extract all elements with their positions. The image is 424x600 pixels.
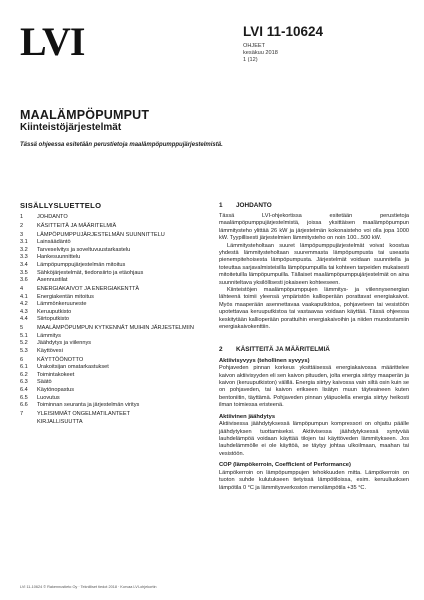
- toc-item-number: 6: [20, 356, 24, 363]
- toc-item-label: Toimintakokeet: [37, 371, 75, 378]
- toc-item-label: ENERGIAKAIVOT JA ENERGIAKENTTÄ: [37, 285, 140, 292]
- document-title: MAALÄMPÖPUMPUT: [20, 108, 150, 122]
- section-title: JOHDANTO: [236, 202, 272, 209]
- toc-item: [20, 316, 200, 324]
- term-heading: COP (lämpökerroin, Coefficient of Performance): [219, 462, 351, 469]
- toc-item: [20, 379, 200, 387]
- toc-item-label: JOHDANTO: [37, 214, 68, 220]
- toc-item-number: 3.1: [20, 239, 28, 246]
- term-definition: Pohjaveden pinnan korkeus yksittäisessä energiakaivossa määrittelee kaivon aktiivisyyden eli sen kaivon pituuden, jolta energia siirtyy maaperän ja kaivon (keruuputkiston) välillä. Energia siirtyy kaivossa vain siltä osin kuin se on pohjaveden, tai kaivon erikseen lisätyn muun täyteaineen kuten bentoniitin, täyttämä. Pohjaveden pinnan yläpuolella energia siirtyy heikosti ilman toimiessa eristeenä.: [219, 365, 409, 409]
- toc-item: [20, 223, 200, 231]
- document-subtitle: Kiinteistöjärjestelmät: [20, 122, 122, 133]
- toc-item: [20, 402, 200, 410]
- toc-item-label: Urakoitsijan omatarkastukset: [37, 364, 109, 371]
- toc-item-number: 6.4: [20, 387, 28, 393]
- toc-item-number: 5.2: [20, 340, 28, 347]
- intro-paragraph-1: Tässä LVI-ohjekortissa esitetään perustietoja maalämpöpumppujärjestelmistä, joissa yksittäisen maalämpöpumpun lämmitysteho ylittää 26 kW ja järjestelmän kokonaisteho voi olla jopa 1000 kW. Tyypillisesti järjestelmien lämmitysteho on noin 100...500 kW.: [219, 213, 409, 242]
- table-of-contents: [20, 201, 200, 426]
- toc-item-number: 4.4: [20, 316, 28, 323]
- toc-item-label: LÄMPÖPUMPPUJÄRJESTELMÄN SUUNNITTELU: [37, 231, 165, 238]
- toc-item: [20, 357, 200, 365]
- toc-item-number: 7: [20, 410, 24, 417]
- toc-item-number: [20, 419, 37, 427]
- toc-item: [20, 277, 200, 285]
- toc-item-label: Toiminnan seuranta ja järjestelmän viritys: [37, 402, 140, 409]
- toc-item-label: KÄSITTEITÄ JA MÄÄRITELMIÄ: [37, 222, 117, 229]
- toc-item-label: Sähköjärjestelmät, tiedonsiirto ja etäohjaus: [37, 269, 144, 276]
- toc-item: [20, 232, 200, 240]
- toc-item-label: KÄYTTÖÖNOTTO: [37, 356, 84, 363]
- term-definition: Lämpökerroin on lämpöpumppujen tehokkuuden mitta. Lämpökerroin on tuoton suhde kulutukseen tietyissä lämpötiloissa, esim. keruuliuoksen lämpötila 0 °C ja lämmitysverkoston menolämpötila +35 °C.: [219, 469, 409, 491]
- toc-item: [20, 262, 200, 270]
- meta-pages: 1 (12): [243, 57, 258, 63]
- toc-item: [20, 325, 200, 333]
- toc-item-label: Lainsäädäntö: [37, 239, 71, 246]
- toc-item-number: 4.1: [20, 293, 28, 300]
- section-2-heading: [219, 346, 409, 354]
- meta-date: kesäkuu 2018: [243, 50, 278, 56]
- toc-item: [20, 372, 200, 380]
- toc-item-number: 3.6: [20, 277, 28, 284]
- toc-item-number: 4: [20, 285, 24, 292]
- toc-item: [20, 301, 200, 309]
- toc-item-number: 6.3: [20, 379, 28, 386]
- toc-item: [20, 214, 200, 222]
- toc-item-number: 3.5: [20, 269, 28, 276]
- toc-item-label: Lämpöpumppujärjestelmän mitoitus: [37, 261, 126, 268]
- term-heading: Aktiivinen jäähdytys: [219, 413, 276, 420]
- meta-type: OHJEET: [243, 43, 266, 49]
- toc-item-number: 2: [20, 222, 24, 229]
- toc-item: [20, 239, 200, 247]
- toc-item-label: YLEISIMMÄT ONGELMATILANTEET: [37, 410, 131, 417]
- toc-item: [20, 419, 200, 427]
- toc-item: [20, 247, 200, 255]
- toc-item-number: 5: [20, 325, 24, 332]
- toc-item-label: Luovutus: [37, 394, 60, 401]
- toc-item: [20, 340, 200, 348]
- toc-item-label: Käytönopastus: [37, 387, 75, 393]
- toc-item-number: 1: [20, 214, 24, 220]
- toc-item: [20, 254, 200, 262]
- lead-paragraph: Tässä ohjeessa esitetään perustietoja maalämpöpumppujärjestelmistä.: [20, 142, 223, 148]
- toc-item-label: Energiakentän mitoitus: [37, 293, 94, 300]
- main-text-column: [219, 202, 409, 492]
- term-definition: Aktiivisessa jäähdytyksessä lämpöpumpun kompressori on ohjattu päälle jäähdytyksen tuottamiseksi. Aktiivisessa jäähdytyksessä syntyvää lauhdelämpöä voidaan käyttää tilojen tai käyttöveden lämmitykseen. Jos lauhdelämmölle ei ole käyttöä, se täytyy johtaa ulkoilmaan, maahan tai vesistöön.: [219, 421, 409, 457]
- toc-item-label: KIRJALLISUUTTA: [37, 418, 83, 425]
- toc-list: [20, 214, 200, 426]
- term-heading: Aktiivisyvyys (tehollinen syvyys): [219, 357, 310, 364]
- section-title: KÄSITTEITÄ JA MÄÄRITELMIÄ: [236, 345, 330, 353]
- toc-item-label: Tarveselvitys ja soveltuvuustarkastelu: [37, 246, 131, 253]
- toc-item-label: Säätö: [37, 379, 52, 386]
- section-number: 1: [219, 202, 223, 209]
- toc-item-label: Jäähdytys ja viilennys: [37, 340, 92, 347]
- toc-item-number: 3.4: [20, 261, 28, 268]
- page-footer: LVI 11-10624 © Rakennustieto Oy · Teknilliset tiedot 2018 · Korvaa LVI-ohjekortin: [20, 585, 157, 589]
- toc-item-number: 6.6: [20, 402, 28, 409]
- intro-paragraph-3: Kiinteistöjen maalämpöpumppujen lämmitys- ja viilennysenergian lähteenä toimii yleensä ympäristön kallioperään porattavat energiakaivot. Myös maaperään asennettavaa vaakaputkistoa, pohjaveteen tai vesistöön upotettavaa keruuputkistoa tai vastaavaa voidaan käyttää. Tässä ohjeessa keskitytään kallioperään porattuihin energiakaivoihin ja niiden muodostamiin energiakaivokenttiin.: [219, 287, 409, 331]
- document-number: LVI 11-10624: [243, 24, 324, 39]
- toc-item: [20, 395, 200, 403]
- toc-heading: SISÄLLYSLUETTELO: [20, 201, 102, 210]
- toc-item: [20, 270, 200, 278]
- toc-item: [20, 411, 200, 419]
- toc-item-label: MAALÄMPÖPUMPUN KYTKENNÄT MUIHIN JÄRJESTELMIIN: [37, 325, 194, 332]
- toc-item-number: 3: [20, 231, 24, 238]
- toc-item-label: Hankesuunnittelu: [37, 254, 81, 261]
- toc-item-number: 3.2: [20, 246, 28, 253]
- toc-item-label: Lämmitys: [37, 332, 61, 339]
- toc-item-number: 5.3: [20, 347, 28, 354]
- toc-item-label: Siirtoputkisto: [37, 316, 70, 323]
- toc-item: [20, 286, 200, 294]
- toc-item-label: Käyttövesi: [37, 347, 63, 354]
- intro-paragraph-2: Lämmitysteholtaan suuret lämpöpumppujärjestelmät voivat koostua yhdestä lämmitysteholtaan suuremmasta lämpöpumpusta tai useasta pienempitehoisesta lämpöpumpusta. Järjestelmät voidaan suunnitella ja toteuttaa sarjavalmisteisilla lämpöpumpuilla tai kohteen tarpeiden mukaisesti mitoitetuilla lämpöpumpuilla. Tällaiset maalämpöpumppujärjestelmät on aina suunniteltava yksilöllisesti jokaiseen kohteeseen.: [219, 242, 409, 286]
- toc-item: [20, 309, 200, 317]
- toc-item-number: 3.3: [20, 254, 28, 261]
- toc-item-number: 4.2: [20, 301, 28, 308]
- toc-item-number: 6.2: [20, 371, 28, 378]
- toc-item-number: 4.3: [20, 308, 28, 315]
- toc-item: [20, 364, 200, 372]
- toc-item-number: 6.1: [20, 364, 28, 371]
- toc-item-label: Lämmönkeruuneste: [37, 301, 87, 308]
- toc-item: [20, 387, 200, 395]
- section-number: 2: [219, 345, 223, 353]
- toc-item-number: 6.5: [20, 394, 28, 401]
- toc-item: [20, 294, 200, 302]
- toc-item-number: 5.1: [20, 332, 28, 339]
- toc-item: [20, 348, 200, 356]
- document-meta: [243, 43, 278, 64]
- section-1-heading: [219, 202, 409, 210]
- toc-item-label: Asennustilat: [37, 277, 68, 284]
- toc-item: [20, 333, 200, 341]
- lvi-logo: LVI: [20, 19, 85, 64]
- toc-item-label: Keruuputkisto: [37, 308, 72, 315]
